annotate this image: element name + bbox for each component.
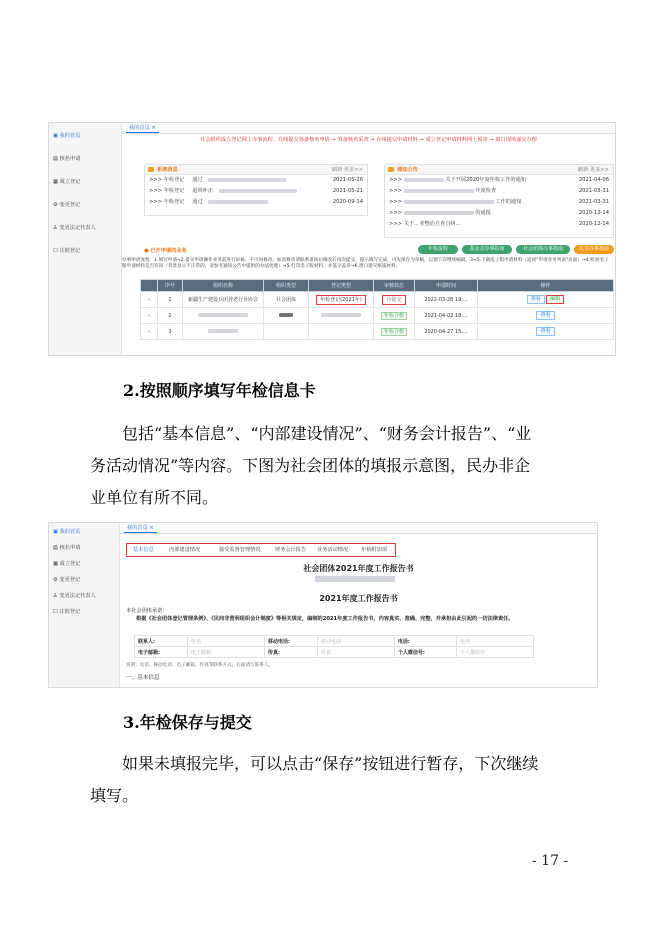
paragraph-line: 业单位有所不同。: [90, 488, 219, 507]
section-basic-info: 一、基本信息: [126, 675, 160, 681]
table-row: › 2 年检合格 2021-04-02 18:... 查看: [141, 308, 614, 324]
list-icon: ▦: [53, 179, 60, 185]
email-input[interactable]: 电子邮箱: [187, 647, 264, 658]
form-note: 说明：电话、移动电话、电子邮箱、传真等联系方式，后面请写联系人。: [126, 663, 274, 668]
subtab-finance[interactable]: 财务会计报告: [275, 547, 307, 553]
table-header: 申请时间: [415, 280, 478, 292]
section-3-paragraph: [90, 748, 580, 812]
panel-title: 通知公告: [397, 167, 418, 173]
sidebar-item-change[interactable]: ⚙ 变更登记: [53, 202, 81, 208]
contact-form: [134, 635, 534, 658]
redacted-text: [208, 329, 238, 333]
report-subtabs: [126, 543, 396, 557]
main-area: [120, 523, 597, 687]
tab-bar: [120, 523, 597, 534]
sidebar-item-cancel[interactable]: ☐ 注销登记: [53, 248, 81, 254]
subtab-basic-info[interactable]: 基本信息: [133, 547, 154, 553]
announcement-row[interactable]: >>> 的通报 2020-12-14: [389, 210, 609, 216]
status-badge: 年检合格: [381, 328, 407, 336]
sidebar-item-home[interactable]: ▣ 我的首页: [53, 529, 81, 535]
fax-input[interactable]: 传真: [317, 647, 394, 658]
expand-icon[interactable]: ›: [141, 324, 158, 340]
expand-icon[interactable]: ›: [141, 292, 158, 308]
redacted-text: [321, 313, 361, 317]
sidebar-item-change-rep[interactable]: ♙ 变更法定代表人: [53, 225, 96, 231]
paragraph-line: 包括“基本信息”、“内部建设情况”、“财务会计报告”、“业: [122, 424, 532, 443]
refresh-more-link[interactable]: 刷新 更多>>: [577, 167, 609, 173]
home-icon: ▣: [53, 529, 60, 535]
tab-home[interactable]: 我的首页 ×: [124, 524, 157, 533]
cancel-icon: ☐: [53, 609, 60, 615]
refresh-more-link[interactable]: 刷新 更多>>: [331, 167, 363, 173]
social-group-guide-button[interactable]: 社会团体办事指南: [516, 245, 570, 254]
redacted-text: [404, 200, 494, 204]
paragraph-line: 如果未填报完毕，可以点击“保存”按钮进行暂存，下次继续: [122, 754, 539, 773]
view-button[interactable]: 查看: [527, 295, 545, 304]
table-header: 组织类型: [264, 280, 309, 292]
contact-name-input[interactable]: 姓名: [187, 636, 264, 647]
sidebar-item-name-apply[interactable]: ▤ 核名申请: [53, 156, 81, 162]
document-icon: ▤: [53, 156, 60, 162]
sidebar-item-establish[interactable]: ▦ 成立登记: [53, 179, 81, 185]
table-header: 审核状态: [374, 280, 415, 292]
subtab-supervision[interactable]: 接受监督管理情况: [219, 547, 261, 553]
reg-type-highlight: 年检登记(2021年): [316, 295, 366, 305]
redacted-text: [208, 200, 268, 204]
report-title: 社会团体2021年度工作报告书: [303, 564, 414, 573]
announcement-row[interactable]: >>> 年度检查 2021-03-31: [389, 188, 609, 194]
home-icon: ▣: [53, 133, 60, 139]
report-subtitle: 2021年度工作报告书: [319, 594, 398, 603]
private-nonprofit-guide-button[interactable]: 民非办事指南: [574, 245, 614, 254]
cancel-icon: ☐: [53, 248, 60, 254]
redacted-text: [219, 189, 297, 193]
table-header: 登记类型: [309, 280, 374, 292]
announcement-row[interactable]: >>> 工作的通知 2021-03-31: [389, 199, 609, 205]
sidebar-item-change-rep[interactable]: ♙ 变更法定代表人: [53, 593, 96, 599]
user-icon: ♙: [53, 593, 60, 599]
org-commitment-label: 本社会团体承诺：: [126, 608, 168, 614]
sidebar-item-establish[interactable]: ▦ 成立登记: [53, 561, 81, 567]
redacted-text: [404, 211, 474, 215]
redacted-text: [279, 313, 293, 317]
foundation-guide-button[interactable]: 基金会办事指南: [462, 245, 512, 254]
expand-icon[interactable]: ›: [141, 308, 158, 324]
redacted-text: [198, 313, 248, 317]
sidebar-item-name-apply[interactable]: ▤ 核名申请: [53, 545, 81, 551]
gear-icon: ⚙: [53, 202, 60, 208]
form-row: 联系人: 姓名 移动电话: 移动电话 电话: 电话: [135, 636, 534, 647]
screenshot-annual-inspection-home: [48, 122, 616, 356]
status-badge: 待提交: [382, 295, 405, 305]
subtab-activities[interactable]: 业务活动情况: [317, 547, 349, 553]
panel-title: 系统消息: [157, 167, 178, 173]
bell-icon: [388, 167, 394, 172]
system-messages-panel: [144, 164, 368, 216]
document-icon: ▤: [53, 545, 60, 551]
business-table: [140, 279, 614, 340]
redacted-text: [404, 178, 444, 182]
commitment-statement: 根据《社会团体登记管理条例》、《民间非营利组织会计制度》等相关规定，编制的2021年度工作报告书，内容真实、准确、完整，并承担由此引起的一切法律责任。: [136, 616, 514, 622]
table-header: 操作: [478, 280, 614, 292]
user-icon: ♙: [53, 225, 60, 231]
section-2-heading: 2.按照顺序填写年检信息卡: [123, 381, 316, 400]
status-badge: 年检合格: [381, 312, 407, 320]
table-row: › 3 年检合格 2020-04-27 15:... 查看: [141, 324, 614, 340]
sidebar: [49, 123, 122, 355]
message-row[interactable]: >>> 年检登记 通过 2021-05-26: [149, 177, 363, 183]
phone-input[interactable]: 电话: [457, 636, 534, 647]
panel-header: [385, 165, 613, 175]
sidebar: [49, 523, 120, 687]
subtab-extra[interactable]: 年检附加项: [361, 547, 387, 553]
screenshot-report-form: [48, 522, 598, 688]
subtab-internal[interactable]: 内部建设情况: [169, 547, 201, 553]
panel-header: [145, 165, 367, 175]
annual-flow-button[interactable]: 年检流程: [418, 245, 458, 254]
main-area: [122, 123, 615, 355]
view-button[interactable]: 查看: [536, 311, 554, 320]
biz-section-title: ● 已开申请的业务: [144, 248, 187, 254]
process-flow-text: 社会组织成立登记网上办事流程：在线提交筹备核名申请 → 筹备核名采查 → 在线提交申请材料 → 成立登记申请材料网上预审 → 窗口现场递交办理: [200, 137, 537, 143]
sidebar-item-change[interactable]: ⚙ 变更登记: [53, 577, 81, 583]
gear-icon: ⚙: [53, 577, 60, 583]
instruction-text: 办事申请流程：1.填写申请→2.提交申请操作业务前进行审核。不可再修改。如需修改请联系退回后修改后再次提交。提示填写完成。可先保存为草稿，以便下次继续编辑。3→5.下载电子版申请材料（返回"申请业务列表"页面）→4.检查电子版申请材料是否有误（背景显示不正常的，请参考通知公告中提供的办法处理）→5.打印电子版材料，并签字盖章→6.窗口递交纸质材料。: [122, 258, 609, 269]
tab-bar: [122, 123, 615, 134]
message-icon: [148, 167, 154, 172]
page-number: - 17 -: [532, 853, 569, 869]
table-header: [141, 280, 158, 292]
view-button[interactable]: 查看: [536, 327, 554, 336]
paragraph-line: 填写。: [90, 786, 139, 805]
tab-home[interactable]: 我的首页 ×: [126, 124, 159, 133]
redacted-org-name: [315, 576, 395, 582]
announcement-row[interactable]: >>> 关于开展2020年度年检工作的通知 2021-04-06: [389, 177, 609, 183]
redacted-text: [208, 178, 286, 182]
message-row[interactable]: >>> 年检登记 退回补正 2021-05-21: [149, 188, 363, 194]
edit-button[interactable]: 编辑: [546, 295, 564, 304]
section-2-paragraph: [90, 418, 580, 514]
table-header: 组织名称: [183, 280, 264, 292]
message-row[interactable]: >>> 年检登记 通过 2020-09-14: [149, 199, 363, 205]
paragraph-line: 务活动情况”等内容。下图为社会团体的填报示意图，民办非企: [90, 456, 531, 475]
section-3-heading: 3.年检保存与提交: [123, 713, 252, 732]
list-icon: ▦: [53, 561, 60, 567]
sidebar-item-cancel[interactable]: ☐ 注销登记: [53, 609, 81, 615]
sidebar-item-home[interactable]: ▣ 我的首页: [53, 133, 81, 139]
announcements-panel: [384, 164, 614, 238]
table-header-row: [141, 280, 614, 292]
announcement-row[interactable]: >>> 关于…业整治自查自纠… 2020-12-14: [389, 221, 609, 227]
form-row: 电子邮箱: 电子邮箱 传真: 传真 个人微信号: 个人微信号: [135, 647, 534, 658]
redacted-text: [404, 189, 474, 193]
mobile-input[interactable]: 移动电话: [317, 636, 394, 647]
wechat-input[interactable]: 个人微信号: [457, 647, 534, 658]
table-row: › 1 新疆生产建设兵团养老行业协会 社会团体 年检登记(2021年) 待提交 2022-03-28 19:... 查看 编辑: [141, 292, 614, 308]
table-header: 序号: [158, 280, 183, 292]
